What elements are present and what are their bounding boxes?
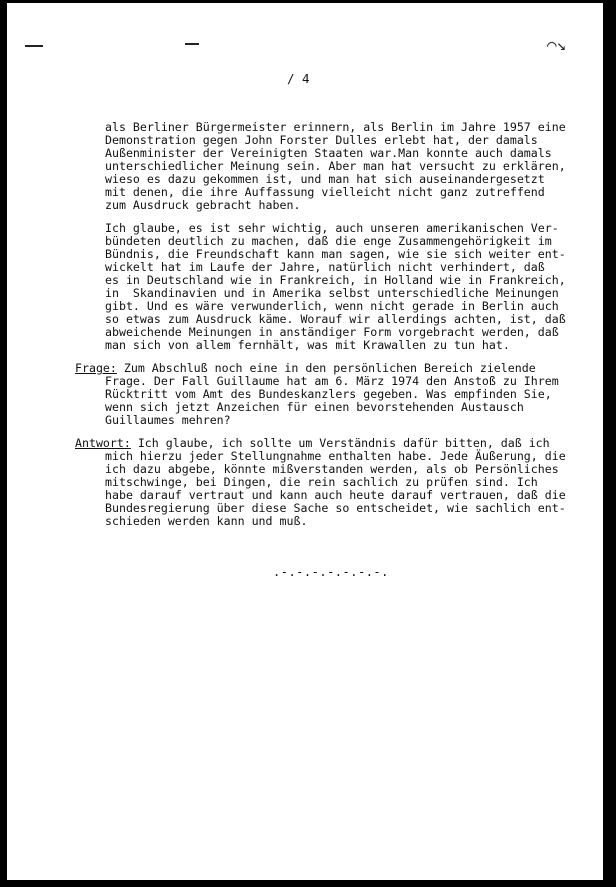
answer-line: Antwort: Ich glaube, ich sollte um Verständnis dafür bitten, daß ich	[75, 436, 550, 450]
text-line: man sich von allem fernhält, was mit Krawallen zu tun hat.	[105, 338, 510, 352]
text-line: Bundesregierung über diese Sache so entscheidet, wie sachlich ent-	[105, 501, 566, 515]
text-line: mich hierzu jeder Stellungnahme enthalten habe. Jede Äußerung, die	[105, 449, 566, 463]
text-line: gibt. Und es wäre verwunderlich, wenn nicht gerade in Berlin auch	[105, 299, 559, 313]
text-line: unterschiedlicher Meinung sein. Aber man hat versucht zu erklären,	[105, 159, 566, 173]
text-line: bündeten deutlich zu machen, daß die enge Zusammengehörigkeit im	[105, 234, 552, 248]
corner-mark: ⌒↘	[547, 35, 567, 54]
question-label: Frage:	[75, 361, 117, 375]
text-line: Ich glaube, es ist sehr wichtig, auch unseren amerikanischen Ver-	[105, 221, 559, 235]
text-line: Demonstration gegen John Forster Dulles erlebt hat, der damals	[105, 133, 538, 147]
end-separator: .-.-.-.-.-.-.-.	[273, 565, 389, 579]
text-line: Frage. Der Fall Guillaume hat am 6. März 1974 den Anstoß zu Ihrem	[105, 374, 559, 388]
text-line: Bündnis, die Freundschaft kann man sagen, wie sie sich weiter ent-	[105, 247, 566, 261]
text-line: mitschwinge, bei Dingen, die rein sachlich zu prüfen sind. Ich	[105, 475, 538, 489]
text-line: wenn sich jetzt Anzeichen für einen bevorstehenden Austausch	[105, 400, 524, 414]
page-number: / 4	[287, 71, 310, 86]
text-line: zum Ausdruck gebracht haben.	[105, 198, 301, 212]
text-line: wickelt hat im Laufe der Jahre, natürlich nicht verhindert, daß	[105, 260, 545, 274]
text-line: es in Deutschland wie in Frankreich, in Holland wie in Frankreich,	[105, 273, 566, 287]
text-line: Rücktritt vom Amt des Bundeskanzlers gegeben. Was empfinden Sie,	[105, 387, 552, 401]
text-line: schieden werden kann und muß.	[105, 514, 308, 528]
question-line: Frage: Zum Abschluß noch eine in den persönlichen Bereich zielende	[75, 361, 536, 375]
text-line: so etwas zum Ausdruck käme. Worauf wir allerdings achten, ist, daß	[105, 312, 566, 326]
text-line: ich dazu abgebe, könnte mißverstanden werden, als ob Persönliches	[105, 462, 559, 476]
document-body	[7, 3, 607, 880]
text-line: abweichende Meinungen in anständiger Form vorgebracht werden, daß	[105, 325, 559, 339]
text-line: wieso es dazu gekommen ist, und man hat sich auseinandergesetzt	[105, 172, 545, 186]
text-line: mit denen, die ihre Auffassung vielleicht nicht ganz zutreffend	[105, 185, 545, 199]
answer-label: Antwort:	[75, 436, 131, 450]
scan-border	[603, 3, 607, 880]
document-page	[7, 3, 607, 880]
text-line: in Skandinavien und in Amerika selbst unterschiedliche Meinungen	[105, 286, 559, 300]
text-line: Außenminister der Vereinigten Staaten war.Man konnte auch damals	[105, 146, 552, 160]
text-line: Guillaumes mehren?	[105, 413, 231, 427]
text-line: als Berliner Bürgermeister erinnern, als Berlin im Jahre 1957 eine	[105, 120, 566, 134]
text-line: habe darauf vertraut und kann auch heute darauf vertrauen, daß die	[105, 488, 566, 502]
